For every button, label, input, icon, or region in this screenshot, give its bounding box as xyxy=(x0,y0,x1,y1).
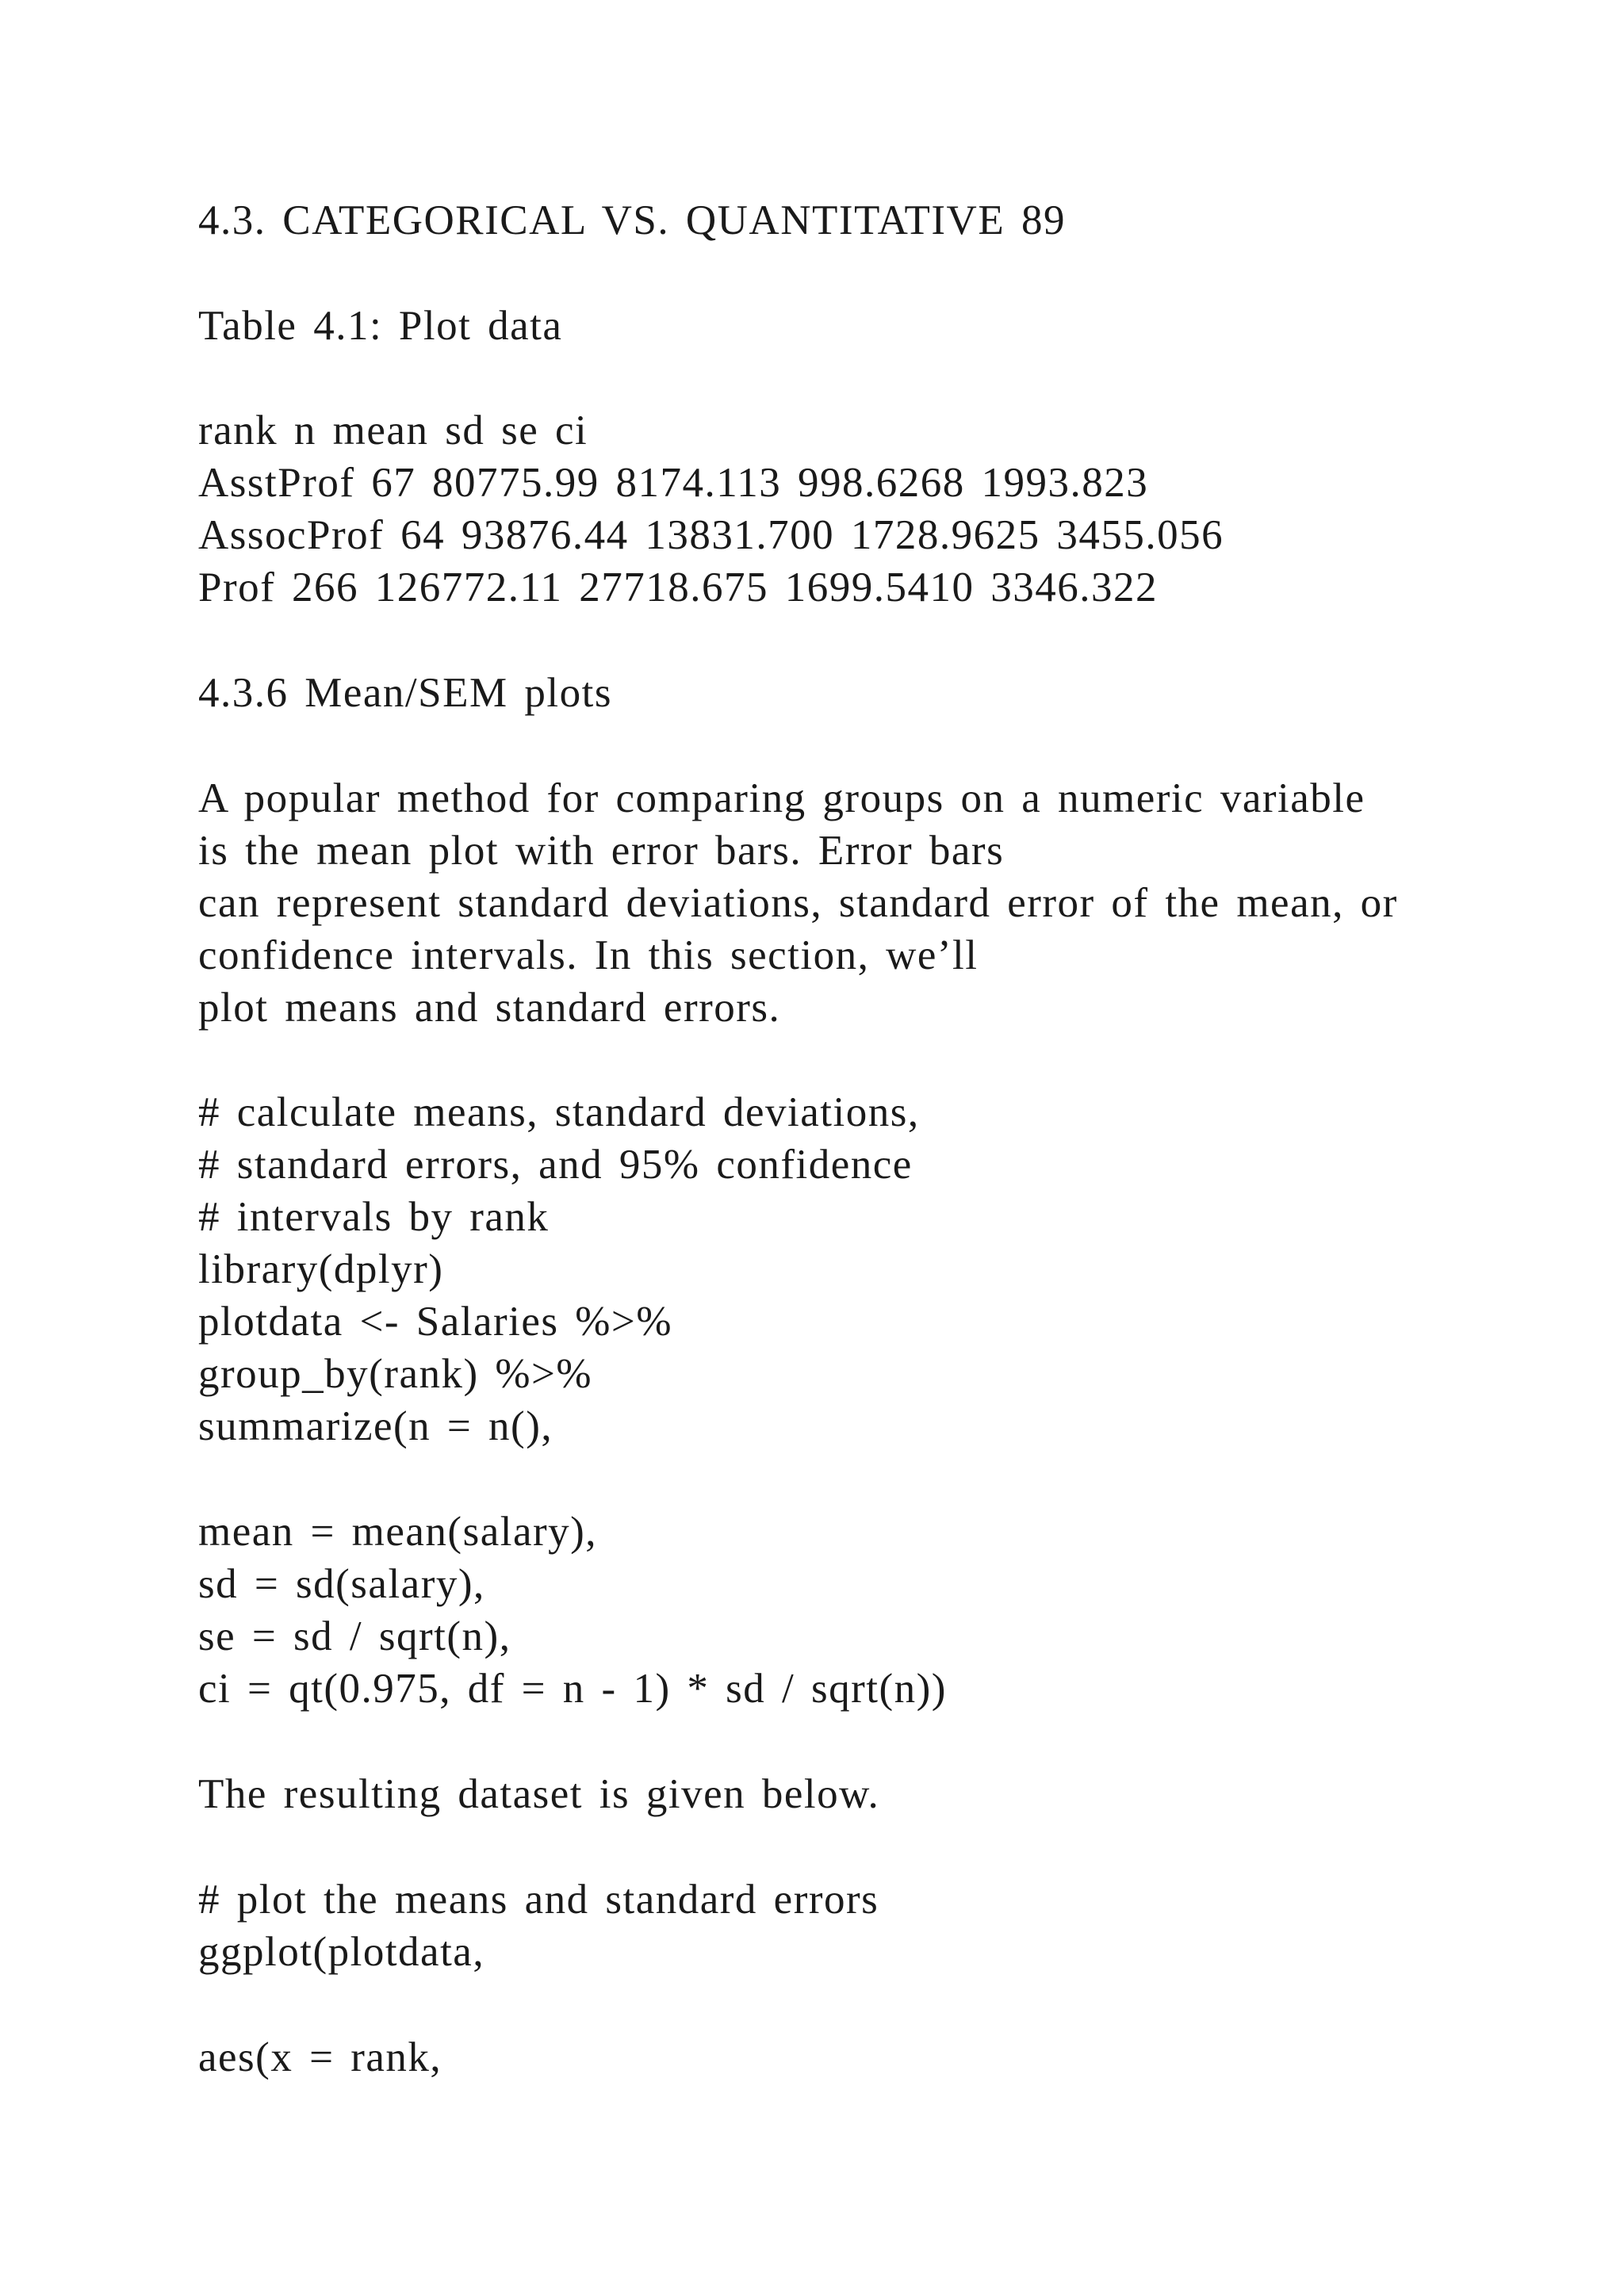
result-note: The resulting dataset is given below. xyxy=(198,1771,880,1817)
code-line: aes(x = rank, xyxy=(198,2034,442,2080)
code-line: se = sd / sqrt(n), xyxy=(198,1613,511,1659)
code-line: # standard errors, and 95% confidence xyxy=(198,1142,913,1188)
code-line: # calculate means, standard deviations, xyxy=(198,1089,920,1135)
code-line: # intervals by rank xyxy=(198,1194,550,1240)
code-line: ci = qt(0.975, df = n - 1) * sd / sqrt(n)) xyxy=(198,1666,947,1712)
section-heading: 4.3.6 Mean/SEM plots xyxy=(198,670,612,716)
code-line: library(dplyr) xyxy=(198,1246,444,1292)
table-caption: Table 4.1: Plot data xyxy=(198,303,563,349)
code-line: summarize(n = n(), xyxy=(198,1403,553,1449)
table-row: AsstProf 67 80775.99 8174.113 998.6268 1993.823 xyxy=(198,460,1149,506)
code-line: mean = mean(salary), xyxy=(198,1509,598,1555)
code-line: # plot the means and standard errors xyxy=(198,1877,879,1923)
paragraph-line: A popular method for comparing groups on a numeric variable xyxy=(198,775,1365,821)
code-line: ggplot(plotdata, xyxy=(198,1929,485,1975)
paragraph-line: plot means and standard errors. xyxy=(198,985,781,1031)
paragraph-line: confidence intervals. In this section, we’ll xyxy=(198,932,979,978)
table-header-row: rank n mean sd se ci xyxy=(198,408,588,453)
code-line: plotdata <- Salaries %>% xyxy=(198,1299,672,1345)
code-line: sd = sd(salary), xyxy=(198,1561,485,1607)
code-line: group_by(rank) %>% xyxy=(198,1351,593,1397)
paragraph-line: is the mean plot with error bars. Error bars xyxy=(198,828,1005,874)
table-row: Prof 266 126772.11 27718.675 1699.5410 3346.322 xyxy=(198,564,1159,610)
paragraph-line: can represent standard deviations, standard error of the mean, or xyxy=(198,880,1398,926)
page-header: 4.3. CATEGORICAL VS. QUANTITATIVE 89 xyxy=(198,197,1066,243)
table-row: AssocProf 64 93876.44 13831.700 1728.9625 3455.056 xyxy=(198,512,1224,558)
